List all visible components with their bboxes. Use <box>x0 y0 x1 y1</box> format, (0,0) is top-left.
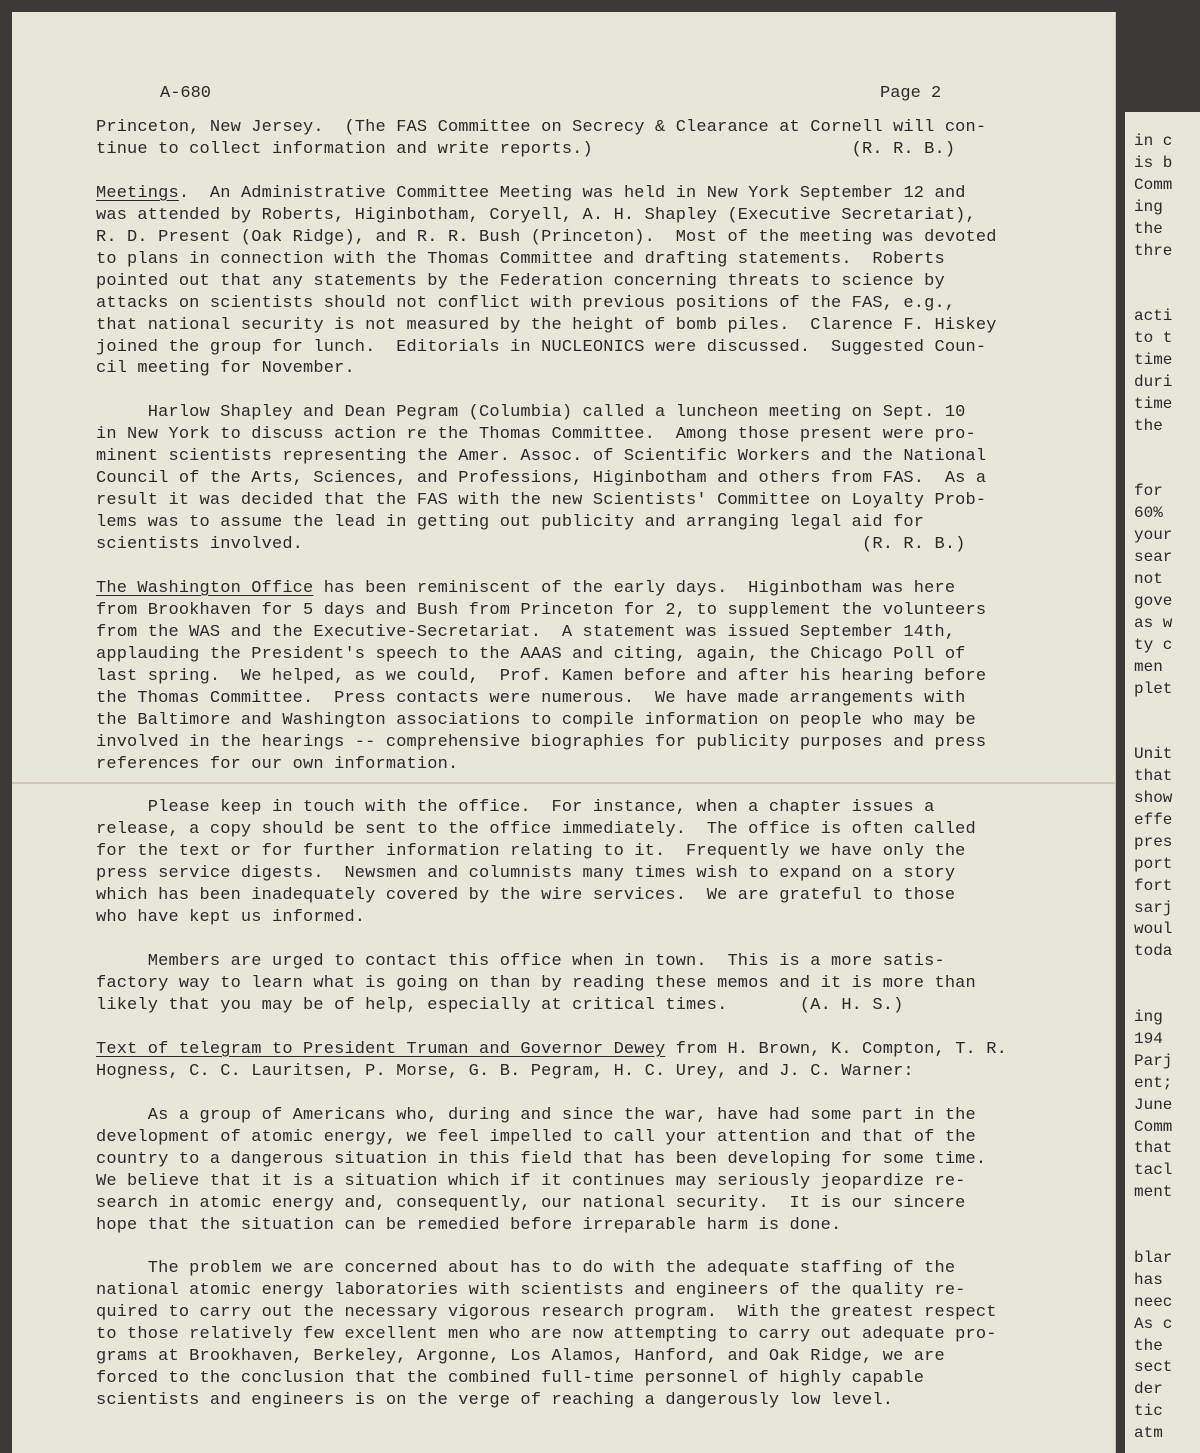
fragment-line: 60% <box>1134 504 1163 523</box>
line-text: Princeton, New Jersey. (The FAS Committee on Secrecy & Clearance at Cornell will con- <box>96 118 987 137</box>
line-text: applauding the President's speech to the AAAS and citing, again, the Chicago Poll of <box>96 644 966 664</box>
fragment-line: that <box>1134 1139 1173 1158</box>
text-line <box>96 1193 966 1215</box>
underlined-heading: The Washington Office <box>96 578 314 598</box>
text-line <box>96 293 955 315</box>
text-line <box>96 1039 1007 1061</box>
fragment-line: that <box>1134 767 1173 786</box>
line-text: development of atomic energy, we feel impelled to call your attention and that of the <box>96 1127 976 1147</box>
fragment-line: plet <box>1134 679 1173 698</box>
line-text: Hogness, C. C. Lauritsen, P. Morse, G. B. Pegram, H. C. Urey, and J. C. Warner: <box>96 1061 914 1081</box>
line-text: who have kept us informed. <box>96 908 366 928</box>
line-text: hope that the situation can be remedied before irreparable harm is done. <box>96 1215 842 1235</box>
text-line <box>96 666 986 688</box>
line-text: Council of the Arts, Sciences, and Professions, Higinbotham and others from FAS. As a <box>96 469 987 489</box>
line-text: involved in the hearings -- comprehensive biographies for publicity purposes and press <box>96 732 987 752</box>
line-text: in New York to discuss action re the Thomas Committee. Among those present were pro- <box>96 425 976 445</box>
fragment-line: woul <box>1134 920 1173 939</box>
underlined-heading: Text of telegram to President Truman and Governor Dewey <box>96 1039 666 1059</box>
text-line <box>96 534 966 556</box>
fragment-line: the <box>1134 219 1163 238</box>
line-text: references for our own information. <box>96 754 459 774</box>
line-text: Please keep in touch with the office. For instance, when a chapter issues a <box>96 798 935 818</box>
fragment-line: effe <box>1134 810 1173 829</box>
line-text: joined the group for lunch. Editorials in NUCLEONICS were discussed. Suggested Coun- <box>96 337 987 357</box>
line-text: which has been inadequately covered by the wire services. We are grateful to those <box>96 886 956 906</box>
text-line <box>96 1346 945 1368</box>
fragment-line: men <box>1134 657 1163 676</box>
text-line <box>96 885 955 907</box>
fragment-line: as w <box>1134 613 1173 632</box>
text-line <box>96 644 966 666</box>
line-text: lems was to assume the lead in getting out publicity and arranging legal aid for <box>96 513 925 533</box>
fragment-line: Unit <box>1134 745 1173 764</box>
line-text: The problem we are concerned about has to do with the adequate staffing of the <box>96 1259 956 1279</box>
line-text: that national security is not measured by the height of bomb piles. Clarence F. Hiskey <box>96 315 997 335</box>
text-line <box>96 205 976 227</box>
text-line <box>96 754 458 776</box>
line-text: the Thomas Committee. Press contacts were numerous. We have made arrangements with <box>96 688 966 708</box>
text-line <box>96 446 986 468</box>
text-line <box>96 358 355 380</box>
fragment-line: Parj <box>1134 1051 1173 1070</box>
fragment-line: blar <box>1134 1248 1173 1267</box>
text-line <box>96 117 986 139</box>
text-line <box>96 1105 976 1127</box>
fragment-line: ing <box>1134 1008 1163 1026</box>
line-text: from H. Brown, K. Compton, T. R. <box>665 1039 1007 1059</box>
line-text: search in atomic energy and, consequently, our national security. It is our sincere <box>96 1193 966 1213</box>
text-line <box>96 490 986 512</box>
text-line <box>96 315 997 337</box>
fragment-line: time <box>1134 351 1173 369</box>
fragment-line: Comm <box>1134 175 1173 194</box>
line-text: from Brookhaven for 5 days and Bush from Princeton for 2, to supplement the volunteers <box>96 600 987 620</box>
line-text: scientists involved. (R. R. B.) <box>96 535 966 555</box>
fragment-line: for <box>1134 482 1163 501</box>
fragment-line: sect <box>1134 1358 1173 1377</box>
text-line <box>96 1280 966 1302</box>
fragment-line: the <box>1134 1336 1163 1355</box>
text-line <box>96 951 945 973</box>
fragment-line: tacl <box>1134 1161 1173 1180</box>
line-text: has been reminiscent of the early days. Higinbotham was here <box>313 578 956 598</box>
fragment-line: ent; <box>1134 1073 1173 1092</box>
fragment-line: in c <box>1134 132 1173 150</box>
fragment-line: neec <box>1134 1292 1173 1311</box>
text-line <box>96 841 966 863</box>
fragment-line: tic <box>1134 1402 1163 1421</box>
fragment-line: der <box>1134 1380 1163 1399</box>
line-text: . An Administrative Committee Meeting was held in New York September 12 and <box>178 183 966 203</box>
text-line <box>96 227 997 249</box>
fragment-line: ty c <box>1134 635 1173 654</box>
text-line <box>96 1324 997 1346</box>
fragment-line: the <box>1134 416 1163 435</box>
line-text: cil meeting for November. <box>96 359 355 379</box>
text-line <box>96 973 976 995</box>
fragment-line: Comm <box>1134 1117 1173 1136</box>
text-line <box>96 578 955 600</box>
fragment-line: acti <box>1134 307 1173 326</box>
text-line <box>96 183 966 205</box>
line-text: pointed out that any statements by the Federation concerning threats to science by <box>96 271 945 291</box>
text-line <box>96 1258 955 1280</box>
fragment-line: pres <box>1134 832 1173 851</box>
fragment-line: As c <box>1134 1314 1173 1333</box>
fragment-line: thre <box>1134 241 1173 260</box>
text-line <box>96 819 976 841</box>
text-line <box>96 995 903 1017</box>
fragment-line: port <box>1134 854 1173 873</box>
line-text: last spring. We helped, as we could, Prof. Kamen before and after his hearing before <box>96 666 987 686</box>
line-text: quired to carry out the necessary vigorous research program. With the greatest respect <box>96 1303 997 1323</box>
line-text: As a group of Americans who, during and since the war, have had some part in the <box>96 1105 976 1125</box>
fragment-line: toda <box>1134 942 1173 961</box>
fragment-line: is b <box>1134 153 1173 172</box>
text-line <box>96 1390 893 1412</box>
fragment-line: atm <box>1134 1424 1163 1443</box>
line-text: R. D. Present (Oak Ridge), and R. R. Bush (Princeton). Most of the meeting was devoted <box>96 227 997 247</box>
text-line <box>96 622 955 644</box>
fragment-line: ing <box>1134 197 1163 216</box>
text-line <box>96 424 976 446</box>
line-text: result it was decided that the FAS with the new Scientists' Committee on Loyalty Prob- <box>96 491 987 511</box>
line-text: grams at Brookhaven, Berkeley, Argonne, Los Alamos, Hanford, and Oak Ridge, we are <box>96 1347 945 1367</box>
line-text: minent scientists representing the Amer. Assoc. of Scientific Workers and the National <box>96 447 987 467</box>
text-line <box>96 337 986 359</box>
text-line <box>96 249 945 271</box>
line-text: factory way to learn what is going on than by reading these memos and it is more than <box>96 974 976 994</box>
line-text: likely that you may be of help, especially at critical times. (A. H. S.) <box>96 996 904 1015</box>
text-line <box>96 1061 914 1083</box>
adjacent-page-fragment <box>1125 112 1200 1453</box>
fragment-line: 194 <box>1134 1029 1163 1048</box>
line-text: to those relatively few excellent men who are now attempting to carry out adequate pro- <box>96 1325 997 1345</box>
line-text: We believe that it is a situation which if it continues may seriously jeopardize re- <box>96 1171 966 1191</box>
line-text: the Baltimore and Washington associations to compile information on people who may be <box>96 710 976 730</box>
fragment-line: ment <box>1134 1183 1173 1202</box>
paper-fold-line <box>12 782 1115 784</box>
document-page <box>12 12 1116 1453</box>
fragment-line: to t <box>1134 329 1173 348</box>
text-line <box>96 139 955 161</box>
document-id: A-680 <box>160 84 212 103</box>
text-line <box>96 600 986 622</box>
line-text: forced to the conclusion that the combined full-time personnel of highly capable <box>96 1369 925 1389</box>
fragment-line: time <box>1134 394 1173 413</box>
line-text: press service digests. Newsmen and columnists many times wish to expand on a story <box>96 864 956 884</box>
line-text: attacks on scientists should not conflict with previous positions of the FAS, e.g., <box>96 293 956 313</box>
text-line <box>96 797 934 819</box>
line-text: release, a copy should be sent to the office immediately. The office is often called <box>96 820 976 840</box>
line-text: Harlow Shapley and Dean Pegram (Columbia) called a luncheon meeting on Sept. 10 <box>96 403 966 423</box>
fragment-line: not <box>1134 570 1163 588</box>
fragment-line: sarj <box>1134 898 1173 917</box>
text-line <box>96 688 966 710</box>
text-line <box>96 1215 841 1237</box>
text-line <box>96 907 365 929</box>
fragment-line: duri <box>1134 372 1173 391</box>
text-line <box>96 1171 966 1193</box>
fragment-line: fort <box>1134 876 1173 895</box>
text-line <box>96 512 924 534</box>
text-line <box>96 1302 997 1324</box>
fragment-line: has <box>1134 1270 1163 1289</box>
text-line <box>96 402 966 424</box>
page-number: Page 2 <box>880 84 942 103</box>
line-text: from the WAS and the Executive-Secretariat. A statement was issued September 14th, <box>96 622 956 642</box>
text-line <box>96 468 986 490</box>
text-line <box>96 863 955 885</box>
line-text: national atomic energy laboratories with scientists and engineers of the quality re- <box>96 1281 966 1301</box>
fragment-line: show <box>1134 789 1173 807</box>
text-line <box>96 1127 976 1149</box>
text-line <box>96 1368 924 1390</box>
line-text: to plans in connection with the Thomas Committee and drafting statements. Roberts <box>96 249 945 269</box>
fragment-line: June <box>1134 1095 1173 1114</box>
line-text: tinue to collect information and write reports.) (R. R. B.) <box>96 139 956 159</box>
text-line <box>96 271 945 293</box>
line-text: for the text or for further information relating to it. Frequently we have only the <box>96 842 966 862</box>
line-text: country to a dangerous situation in this field that has been developing for some time. <box>96 1149 987 1169</box>
text-line <box>96 1149 986 1171</box>
line-text: Members are urged to contact this office when in town. This is a more satis- <box>96 952 945 972</box>
line-text: was attended by Roberts, Higinbotham, Coryell, A. H. Shapley (Executive Secretariat), <box>96 205 976 225</box>
line-text: scientists and engineers is on the verge of reaching a dangerously low level. <box>96 1391 894 1411</box>
text-line <box>96 732 986 754</box>
fragment-line: gove <box>1134 591 1173 610</box>
text-line <box>96 710 976 732</box>
fragment-line: your <box>1134 526 1173 545</box>
fragment-line: sear <box>1134 548 1173 567</box>
underlined-heading: Meetings <box>96 183 179 203</box>
